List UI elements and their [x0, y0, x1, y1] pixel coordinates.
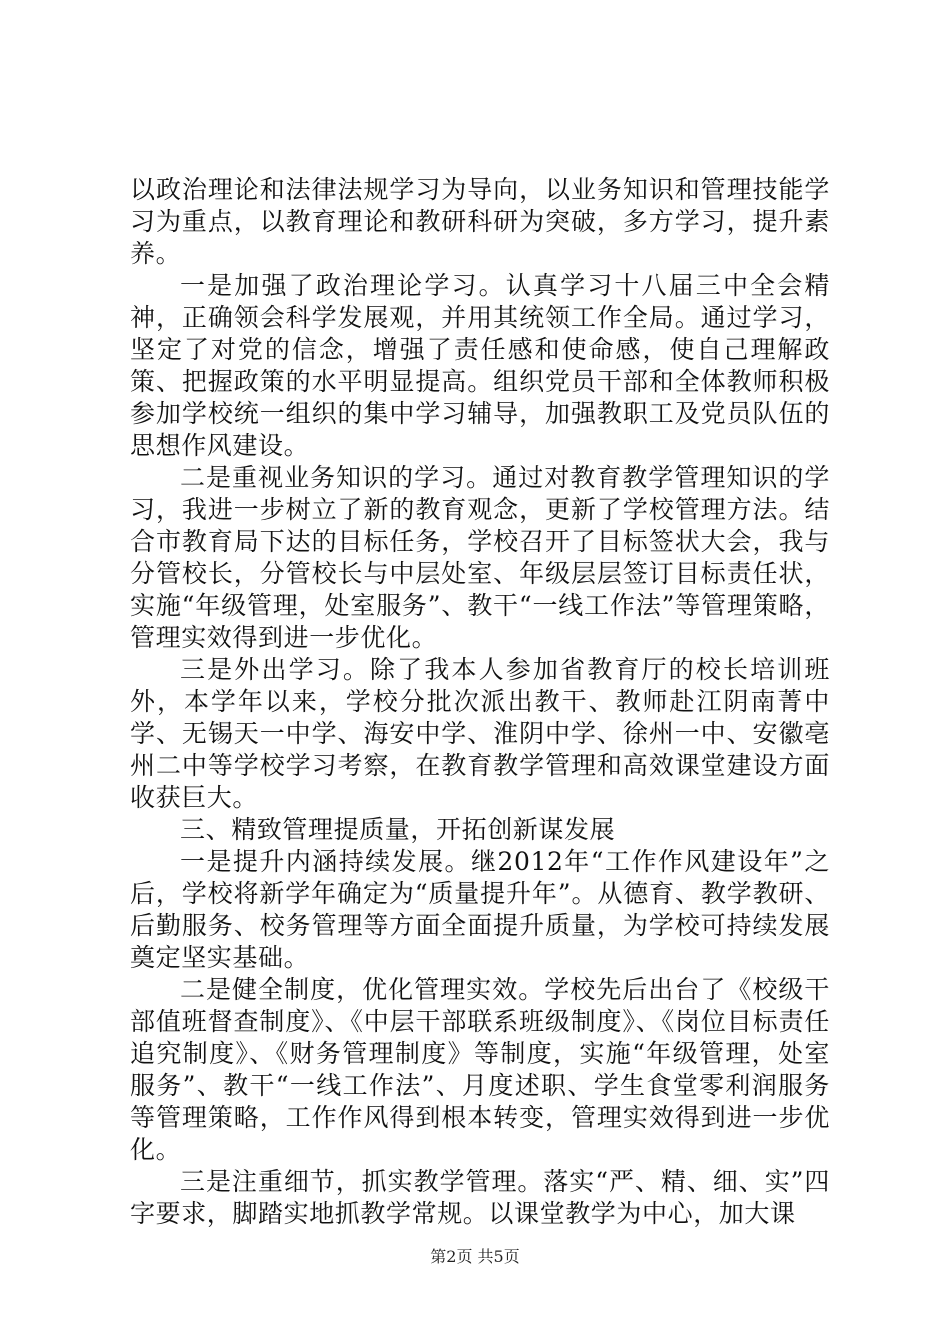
- document-body: [130, 174, 830, 1230]
- paragraph-business-knowledge: 二是重视业务知识的学习。通过对教育教学管理知识的学习，我进一步树立了新的教育观念，更新了学校管理方法。结合市教育局下达的目标任务，学校召开了目标签状大会，我与分管校长，分管校长与中层处室、年级层层签订目标责任状，实施“年级管理，处室服务”、教干“一线工作法”等管理策略，管理实效得到进一步优化。: [130, 463, 830, 652]
- paragraph-political-study: 一是加强了政治理论学习。认真学习十八届三中全会精神，正确领会科学发展观，并用其统领工作全局。通过学习，坚定了对党的信念，增强了责任感和使命感，使自己理解政策、把握政策的水平明显提高。组织党员干部和全体教师积极参加学校统一组织的集中学习辅导，加强教职工及党员队伍的思想作风建设。: [130, 271, 830, 460]
- paragraph-details: 三是注重细节，抓实教学管理。落实“严、精、细、实”四字要求，脚踏实地抓教学常规。以课堂教学为中心，加大课: [130, 1167, 830, 1228]
- paragraph-connotation: 一是提升内涵持续发展。继2012年“工作作风建设年”之后，学校将新学年确定为“质量提升年”。从德育、教学教研、后勤服务、校务管理等方面全面提升质量，为学校可持续发展奠定坚实基础。: [130, 847, 830, 972]
- paragraph-external-study: 三是外出学习。除了我本人参加省教育厅的校长培训班外，本学年以来，学校分批次派出教干、教师赴江阴南菁中学、无锡天一中学、海安中学、淮阴中学、徐州一中、安徽亳州二中等学校学习考察，在教育教学管理和高效课堂建设方面收获巨大。: [130, 655, 830, 812]
- paragraph-intro: 以政治理论和法律法规学习为导向，以业务知识和管理技能学习为重点，以教育理论和教研科研为突破，多方学习，提升素养。: [130, 175, 830, 268]
- page-number-footer: 第2页 共5页: [430, 1247, 520, 1266]
- paragraph-system: 二是健全制度，优化管理实效。学校先后出台了《校级干部值班督查制度》、《中层干部联系班级制度》、《岗位目标责任追究制度》、《财务管理制度》等制度，实施“年级管理，处室服务”、教干“一线工作法”、月度述职、学生食堂零利润服务等管理策略，工作作风得到根本转变，管理实效得到进一步优化。: [130, 975, 830, 1164]
- section-heading: 三、精致管理提质量，开拓创新谋发展: [180, 815, 616, 844]
